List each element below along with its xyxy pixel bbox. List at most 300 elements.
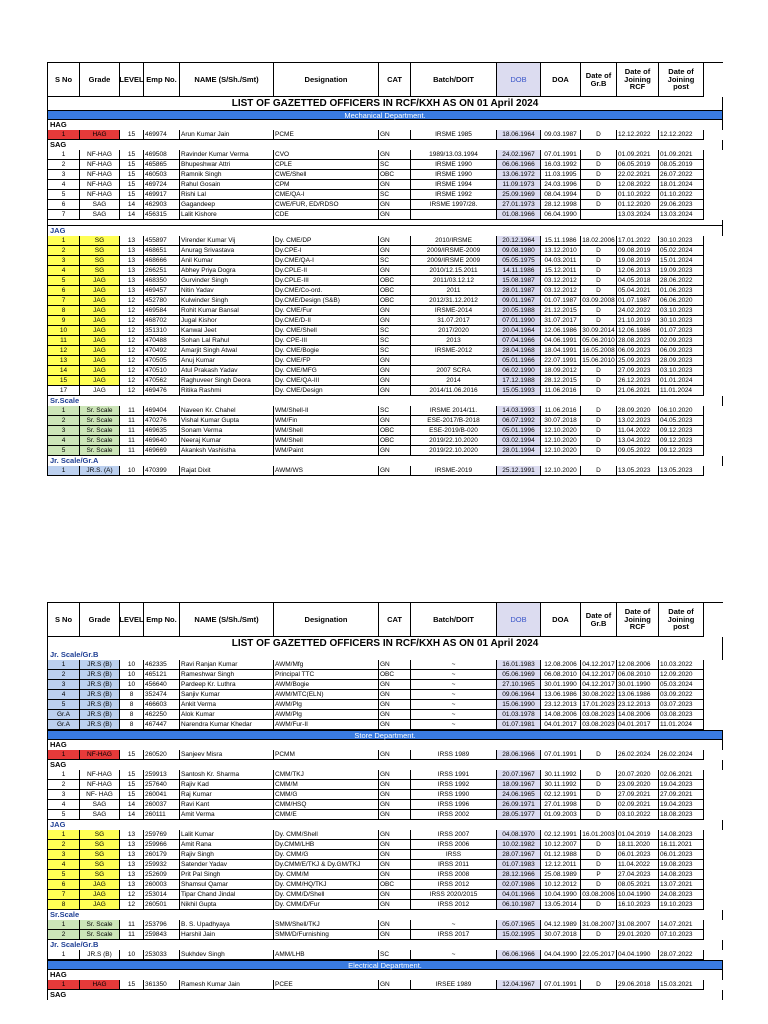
- column-header: DOA: [541, 63, 581, 97]
- table-cell: 16.01.1983: [497, 660, 541, 670]
- table-cell: ESE-2019/B-020: [411, 426, 497, 436]
- table-cell: 01.07.1987: [617, 296, 659, 306]
- table-cell: 28.01.1987: [497, 286, 541, 296]
- table-cell: 30.07.2018: [541, 416, 581, 426]
- table-cell: IRSME 1990: [411, 170, 497, 180]
- table-cell: 1: [48, 830, 80, 840]
- table-cell: Narendra Kumar Khedar: [180, 720, 274, 730]
- table-cell: 13: [120, 286, 144, 296]
- table-cell: D: [581, 446, 617, 456]
- table-cell: GN: [379, 750, 411, 760]
- table-cell: 30.08.2022: [581, 690, 617, 700]
- table-cell: 04.03.2011: [541, 256, 581, 266]
- table-cell: AWM/MTC(ELN): [274, 690, 379, 700]
- table-cell: IRSS 2006: [411, 840, 497, 850]
- table-cell: D: [581, 170, 617, 180]
- table-row: [47, 810, 723, 820]
- table-cell: Dy.CME/QA-I: [274, 256, 379, 266]
- column-header: LEVEL: [120, 603, 144, 637]
- table-cell: 12: [120, 296, 144, 306]
- table-cell: 27.09.2023: [617, 366, 659, 376]
- table-cell: 18.08.2023: [659, 810, 704, 820]
- table-cell: Raghuveer Singh Deora: [180, 376, 274, 386]
- table-row: [47, 286, 723, 296]
- table-cell: 30.11.1992: [541, 780, 581, 790]
- table-cell: OBC: [379, 436, 411, 446]
- table-cell: 13: [120, 830, 144, 840]
- table-cell: 11: [48, 336, 80, 346]
- table-cell: 11: [120, 446, 144, 456]
- table-cell: 30.10.2023: [659, 316, 704, 326]
- table-cell: 12.08.2006: [541, 660, 581, 670]
- table-cell: 469584: [144, 306, 180, 316]
- table-cell: 259932: [144, 860, 180, 870]
- table-cell: SMM/Shell/TKJ: [274, 920, 379, 930]
- table-cell: 14: [120, 200, 144, 210]
- table-cell: GN: [379, 356, 411, 366]
- table-cell: 15: [120, 770, 144, 780]
- table-row: [47, 326, 723, 336]
- table-cell: OBC: [379, 670, 411, 680]
- table-row: [47, 170, 723, 180]
- table-cell: 06.06.1966: [497, 160, 541, 170]
- table-cell: 22.07.1991: [541, 356, 581, 366]
- table-cell: 2014: [411, 376, 497, 386]
- table-cell: 01.09.2003: [541, 810, 581, 820]
- table-cell: 09.01.1967: [497, 296, 541, 306]
- table-cell: 03.10.2022: [617, 810, 659, 820]
- table-cell: 26.02.2024: [617, 750, 659, 760]
- table-cell: GN: [379, 200, 411, 210]
- table-cell: 24.06.1965: [497, 790, 541, 800]
- table-cell: SC: [379, 406, 411, 416]
- table-cell: 5: [48, 446, 80, 456]
- table-cell: Sr. Scale: [80, 446, 120, 456]
- table-cell: Dy. CMM/D/Fur: [274, 900, 379, 910]
- table-cell: 13: [120, 266, 144, 276]
- table-cell: SMM/D/Furnishing: [274, 930, 379, 940]
- table-cell: Dy.CPLE-II: [274, 266, 379, 276]
- table-cell: 260520: [144, 750, 180, 760]
- grade-group-label: Sr.Scale: [47, 910, 723, 920]
- table-cell: 30.09.2014: [581, 326, 617, 336]
- table-cell: 253014: [144, 890, 180, 900]
- table-cell: GN: [379, 416, 411, 426]
- table-cell: 12: [48, 346, 80, 356]
- table-cell: 10: [48, 326, 80, 336]
- table-cell: SC: [379, 256, 411, 266]
- table-cell: 07.01.1991: [541, 150, 581, 160]
- table-cell: 2017/2020: [411, 326, 497, 336]
- table-cell: 15: [120, 750, 144, 760]
- table-cell: 02.12.1991: [541, 830, 581, 840]
- table-cell: GN: [379, 660, 411, 670]
- table-cell: GN: [379, 466, 411, 476]
- table-cell: SAG: [80, 810, 120, 820]
- table-cell: 11.01.2024: [659, 386, 704, 396]
- table-cell: 4: [48, 690, 80, 700]
- table-cell: 2: [48, 780, 80, 790]
- table-cell: JR.S (B): [80, 660, 120, 670]
- table-cell: 351310: [144, 326, 180, 336]
- table-cell: 19.10.2023: [659, 900, 704, 910]
- table-cell: 12: [120, 326, 144, 336]
- table-cell: JR.S (B): [80, 700, 120, 710]
- table-cell: D: [581, 150, 617, 160]
- table-cell: 470492: [144, 346, 180, 356]
- table-row: [47, 870, 723, 880]
- table-cell: 03.07.2023: [659, 700, 704, 710]
- table-cell: 15: [120, 130, 144, 140]
- table-row: [47, 130, 723, 140]
- table-cell: 15: [48, 376, 80, 386]
- table-cell: 12.10.2020: [541, 446, 581, 456]
- table-cell: Ankit Verma: [180, 700, 274, 710]
- table-cell: 16.05.2008: [581, 346, 617, 356]
- table-cell: JR.S (B): [80, 680, 120, 690]
- table-cell: 467447: [144, 720, 180, 730]
- table-cell: Ramesh Kumar Jain: [180, 980, 274, 990]
- table-cell: 13: [120, 880, 144, 890]
- table-cell: 09.12.2023: [659, 426, 704, 436]
- table-cell: ~: [411, 720, 497, 730]
- table-cell: 2007 SCRA: [411, 366, 497, 376]
- column-header: Grade: [80, 603, 120, 637]
- table-cell: 4: [48, 180, 80, 190]
- table-cell: Ravi Ranjan Kumar: [180, 660, 274, 670]
- table-row: [47, 720, 723, 730]
- table-cell: 468702: [144, 316, 180, 326]
- table-cell: Dy. CMM/HQ/TKJ: [274, 880, 379, 890]
- table-cell: 1: [48, 920, 80, 930]
- table-cell: Amit Verma: [180, 810, 274, 820]
- table-cell: 17: [48, 386, 80, 396]
- table-cell: 456640: [144, 680, 180, 690]
- table-cell: 18.04.1991: [541, 346, 581, 356]
- table-cell: 29.06.2018: [617, 980, 659, 990]
- table-cell: 12: [120, 376, 144, 386]
- table-cell: 260501: [144, 900, 180, 910]
- table-cell: 11.09.1973: [497, 180, 541, 190]
- table-cell: Pardeep Kr. Luthra: [180, 680, 274, 690]
- table-cell: Dy. CMM/M: [274, 870, 379, 880]
- table-cell: D: [581, 200, 617, 210]
- table-cell: 26.07.2022: [659, 170, 704, 180]
- table-cell: 361350: [144, 980, 180, 990]
- table-cell: OBC: [379, 286, 411, 296]
- table-cell: 469917: [144, 190, 180, 200]
- table-cell: GN: [379, 376, 411, 386]
- table-cell: IRSS 1990: [411, 790, 497, 800]
- table-cell: 04.08.1970: [497, 830, 541, 840]
- table-cell: 10.02.1982: [497, 840, 541, 850]
- table-cell: IRSME-2019: [411, 466, 497, 476]
- table-cell: 12.04.1967: [497, 980, 541, 990]
- table-cell: 12: [120, 306, 144, 316]
- table-cell: GN: [379, 700, 411, 710]
- table-cell: 253033: [144, 950, 180, 960]
- table-cell: 5: [48, 190, 80, 200]
- table-cell: 01.07.2023: [659, 326, 704, 336]
- table-cell: 3: [48, 850, 80, 860]
- table-cell: GN: [379, 890, 411, 900]
- table-cell: 18.06.1964: [497, 130, 541, 140]
- table-cell: 28.08.2023: [617, 336, 659, 346]
- table-cell: 27.01.1998: [541, 800, 581, 810]
- table-cell: D: [581, 750, 617, 760]
- table-cell: Ravi Kant: [180, 800, 274, 810]
- table-row: [47, 180, 723, 190]
- table-cell: 12.06.1986: [541, 326, 581, 336]
- table-cell: SAG: [80, 800, 120, 810]
- table-cell: D: [581, 190, 617, 200]
- column-header: DOB: [497, 63, 541, 97]
- table-cell: 259769: [144, 830, 180, 840]
- table-cell: 31.08.2007: [617, 920, 659, 930]
- table-cell: D: [581, 246, 617, 256]
- table-cell: CVO: [274, 150, 379, 160]
- table-cell: JAG: [80, 316, 120, 326]
- table-cell: JR.S (B): [80, 690, 120, 700]
- table-cell: 2: [48, 246, 80, 256]
- table-row: [47, 306, 723, 316]
- table-cell: 12.08.2022: [617, 180, 659, 190]
- department-header: Electrical Department.: [47, 960, 723, 970]
- table-cell: ~: [411, 690, 497, 700]
- table-cell: 1: [48, 750, 80, 760]
- table-cell: 10: [120, 950, 144, 960]
- table-cell: Rohit Kumar Bansal: [180, 306, 274, 316]
- table-cell: Satender Yadav: [180, 860, 274, 870]
- table-cell: OBC: [379, 426, 411, 436]
- table-cell: Rajiv Kad: [180, 780, 274, 790]
- table-cell: CDE: [274, 210, 379, 220]
- table-cell: 02.09.2021: [617, 800, 659, 810]
- table-cell: GN: [379, 180, 411, 190]
- table-cell: Dy. CME/DP: [274, 236, 379, 246]
- table-cell: 08.05.2021: [617, 880, 659, 890]
- table-cell: 23.09.2020: [617, 780, 659, 790]
- table-header: [47, 602, 723, 637]
- table-cell: Principal TTC: [274, 670, 379, 680]
- table-cell: D: [581, 180, 617, 190]
- table-cell: D: [581, 376, 617, 386]
- table-cell: 11.06.2016: [541, 386, 581, 396]
- table-cell: 21.06.2021: [617, 386, 659, 396]
- table-cell: Sonam Verma: [180, 426, 274, 436]
- table-cell: 12.06.1986: [617, 326, 659, 336]
- table-cell: 01.09.2021: [659, 150, 704, 160]
- table-cell: 31.08.2007: [581, 920, 617, 930]
- table-cell: 13.03.2024: [617, 210, 659, 220]
- table-cell: 28.09.2020: [617, 406, 659, 416]
- table-cell: SC: [379, 336, 411, 346]
- table-cell: 2: [48, 930, 80, 940]
- table-cell: SAG: [80, 210, 120, 220]
- column-header: Batch/DOIT: [411, 63, 497, 97]
- table-cell: 12.08.2006: [617, 660, 659, 670]
- table-row: [47, 830, 723, 840]
- table-cell: 462250: [144, 710, 180, 720]
- table-cell: NF-HAG: [80, 180, 120, 190]
- table-cell: ~: [411, 680, 497, 690]
- table-cell: 30.11.1992: [541, 770, 581, 780]
- table-cell: 01.01.2024: [659, 376, 704, 386]
- table-cell: D: [581, 306, 617, 316]
- table-cell: 16.11.2021: [659, 840, 704, 850]
- table-cell: 14.08.2023: [659, 870, 704, 880]
- officers-table-page-1: [47, 62, 723, 476]
- table-cell: Gr.A: [48, 710, 80, 720]
- table-cell: Vishal Kumar Gupta: [180, 416, 274, 426]
- table-cell: IRSS 2007: [411, 830, 497, 840]
- table-cell: JAG: [80, 276, 120, 286]
- table-cell: 8: [120, 720, 144, 730]
- table-cell: JAG: [80, 326, 120, 336]
- table-cell: 15.12.2011: [541, 266, 581, 276]
- table-cell: 1: [48, 770, 80, 780]
- table-cell: 04.01.2017: [541, 720, 581, 730]
- table-cell: 10.12.2012: [541, 880, 581, 890]
- table-cell: 24.02.2022: [617, 306, 659, 316]
- table-cell: Sanjiv Kumar: [180, 690, 274, 700]
- table-cell: 20.07.2020: [617, 770, 659, 780]
- table-cell: Rahul Gosain: [180, 180, 274, 190]
- table-cell: Sr. Scale: [80, 426, 120, 436]
- table-cell: PCMM: [274, 750, 379, 760]
- table-cell: SG: [80, 266, 120, 276]
- table-cell: D: [581, 276, 617, 286]
- column-header: S No: [48, 603, 80, 637]
- table-cell: Dy. CME/QA-III: [274, 376, 379, 386]
- table-cell: 27.09.2021: [617, 790, 659, 800]
- table-cell: 10.04.1990: [617, 890, 659, 900]
- table-cell: 12: [120, 386, 144, 396]
- table-cell: 20.04.1964: [497, 326, 541, 336]
- table-cell: 28.07.2022: [659, 950, 704, 960]
- table-cell: GN: [379, 690, 411, 700]
- table-cell: 01.10.2022: [659, 190, 704, 200]
- table-cell: 09.08.2019: [617, 246, 659, 256]
- table-cell: 12: [120, 890, 144, 900]
- table-cell: 15.02.1995: [497, 930, 541, 940]
- table-cell: 2011/03.12.12: [411, 276, 497, 286]
- table-cell: 13: [120, 276, 144, 286]
- table-cell: GN: [379, 920, 411, 930]
- table-cell: CME/QA-I: [274, 190, 379, 200]
- table-cell: Sr. Scale: [80, 436, 120, 446]
- column-header: Batch/DOIT: [411, 603, 497, 637]
- table-cell: AWM/Mfg: [274, 660, 379, 670]
- table-cell: 13.12.2010: [541, 246, 581, 256]
- table-cell: Arun Kumar Jain: [180, 130, 274, 140]
- table-cell: IRSS 2012: [411, 900, 497, 910]
- table-cell: 11: [120, 930, 144, 940]
- table-cell: Dy.CMM/LHB: [274, 840, 379, 850]
- table-cell: 259913: [144, 770, 180, 780]
- grade-group-label: Jr. Scale/Gr.A: [47, 456, 723, 466]
- table-cell: Dy. CME/Shell: [274, 326, 379, 336]
- table-row: [47, 790, 723, 800]
- table-cell: 12.12.2022: [659, 130, 704, 140]
- table-cell: 253796: [144, 920, 180, 930]
- table-cell: 04.12.2017: [581, 660, 617, 670]
- table-cell: IRSME 1994: [411, 180, 497, 190]
- grade-group-label: JAG: [47, 226, 723, 236]
- table-cell: CMM/M: [274, 780, 379, 790]
- table-cell: JAG: [80, 366, 120, 376]
- table-cell: 19.04.2023: [659, 780, 704, 790]
- table-cell: 04.01.2017: [617, 720, 659, 730]
- table-row: [47, 336, 723, 346]
- table-row: [47, 750, 723, 760]
- table-cell: Prit Pal Singh: [180, 870, 274, 880]
- table-cell: Akanksh Vashistha: [180, 446, 274, 456]
- table-row: [47, 346, 723, 356]
- table-cell: 18.01.2024: [659, 180, 704, 190]
- list-title: LIST OF GAZETTED OFFICERS IN RCF/KXH AS ON 01 April 2024: [47, 97, 723, 110]
- table-cell: IRSME 2014/11.: [411, 406, 497, 416]
- table-cell: 15.06.1990: [497, 700, 541, 710]
- table-cell: Amit Rana: [180, 840, 274, 850]
- table-row: [47, 670, 723, 680]
- table-row: [47, 416, 723, 426]
- table-cell: JR.S (B): [80, 670, 120, 680]
- table-cell: Raj Kumar: [180, 790, 274, 800]
- table-cell: GN: [379, 980, 411, 990]
- table-cell: D: [581, 426, 617, 436]
- table-cell: 03.10.2023: [659, 366, 704, 376]
- column-header: NAME (S/Sh./Smt): [180, 63, 274, 97]
- table-cell: CPLE: [274, 160, 379, 170]
- table-cell: OBC: [379, 880, 411, 890]
- table-cell: 29.06.2023: [659, 200, 704, 210]
- table-cell: IRSME 1997/28.: [411, 200, 497, 210]
- grade-group-label: JAG: [47, 820, 723, 830]
- table-cell: 2013: [411, 336, 497, 346]
- column-header: DOB: [497, 603, 541, 637]
- table-cell: 13.02.2023: [617, 416, 659, 426]
- table-cell: 2: [48, 416, 80, 426]
- table-cell: 11.01.2024: [659, 720, 704, 730]
- table-cell: WM/Fin: [274, 416, 379, 426]
- table-cell: 28.12.1966: [497, 870, 541, 880]
- table-cell: 06.10.2020: [659, 406, 704, 416]
- table-cell: 03.12.2012: [541, 276, 581, 286]
- table-cell: 12: [120, 336, 144, 346]
- table-cell: 08.04.1994: [541, 190, 581, 200]
- column-header: DOA: [541, 603, 581, 637]
- table-cell: 27.01.1973: [497, 200, 541, 210]
- table-cell: 8: [48, 900, 80, 910]
- table-cell: 13.05.2023: [659, 466, 704, 476]
- table-cell: 1: [48, 236, 80, 246]
- table-cell: 2009/IRSME 2009: [411, 256, 497, 266]
- table-cell: GN: [379, 810, 411, 820]
- table-row: [47, 466, 723, 476]
- table-cell: Rajat Dixit: [180, 466, 274, 476]
- table-cell: GN: [379, 266, 411, 276]
- table-cell: JAG: [80, 296, 120, 306]
- table-cell: 01.12.1988: [541, 850, 581, 860]
- table-cell: 06.06.1966: [497, 950, 541, 960]
- table-cell: GN: [379, 930, 411, 940]
- table-cell: 01.12.2020: [617, 200, 659, 210]
- table-cell: SG: [80, 256, 120, 266]
- table-cell: 27.09.2021: [659, 790, 704, 800]
- table-cell: GN: [379, 780, 411, 790]
- table-cell: 257640: [144, 780, 180, 790]
